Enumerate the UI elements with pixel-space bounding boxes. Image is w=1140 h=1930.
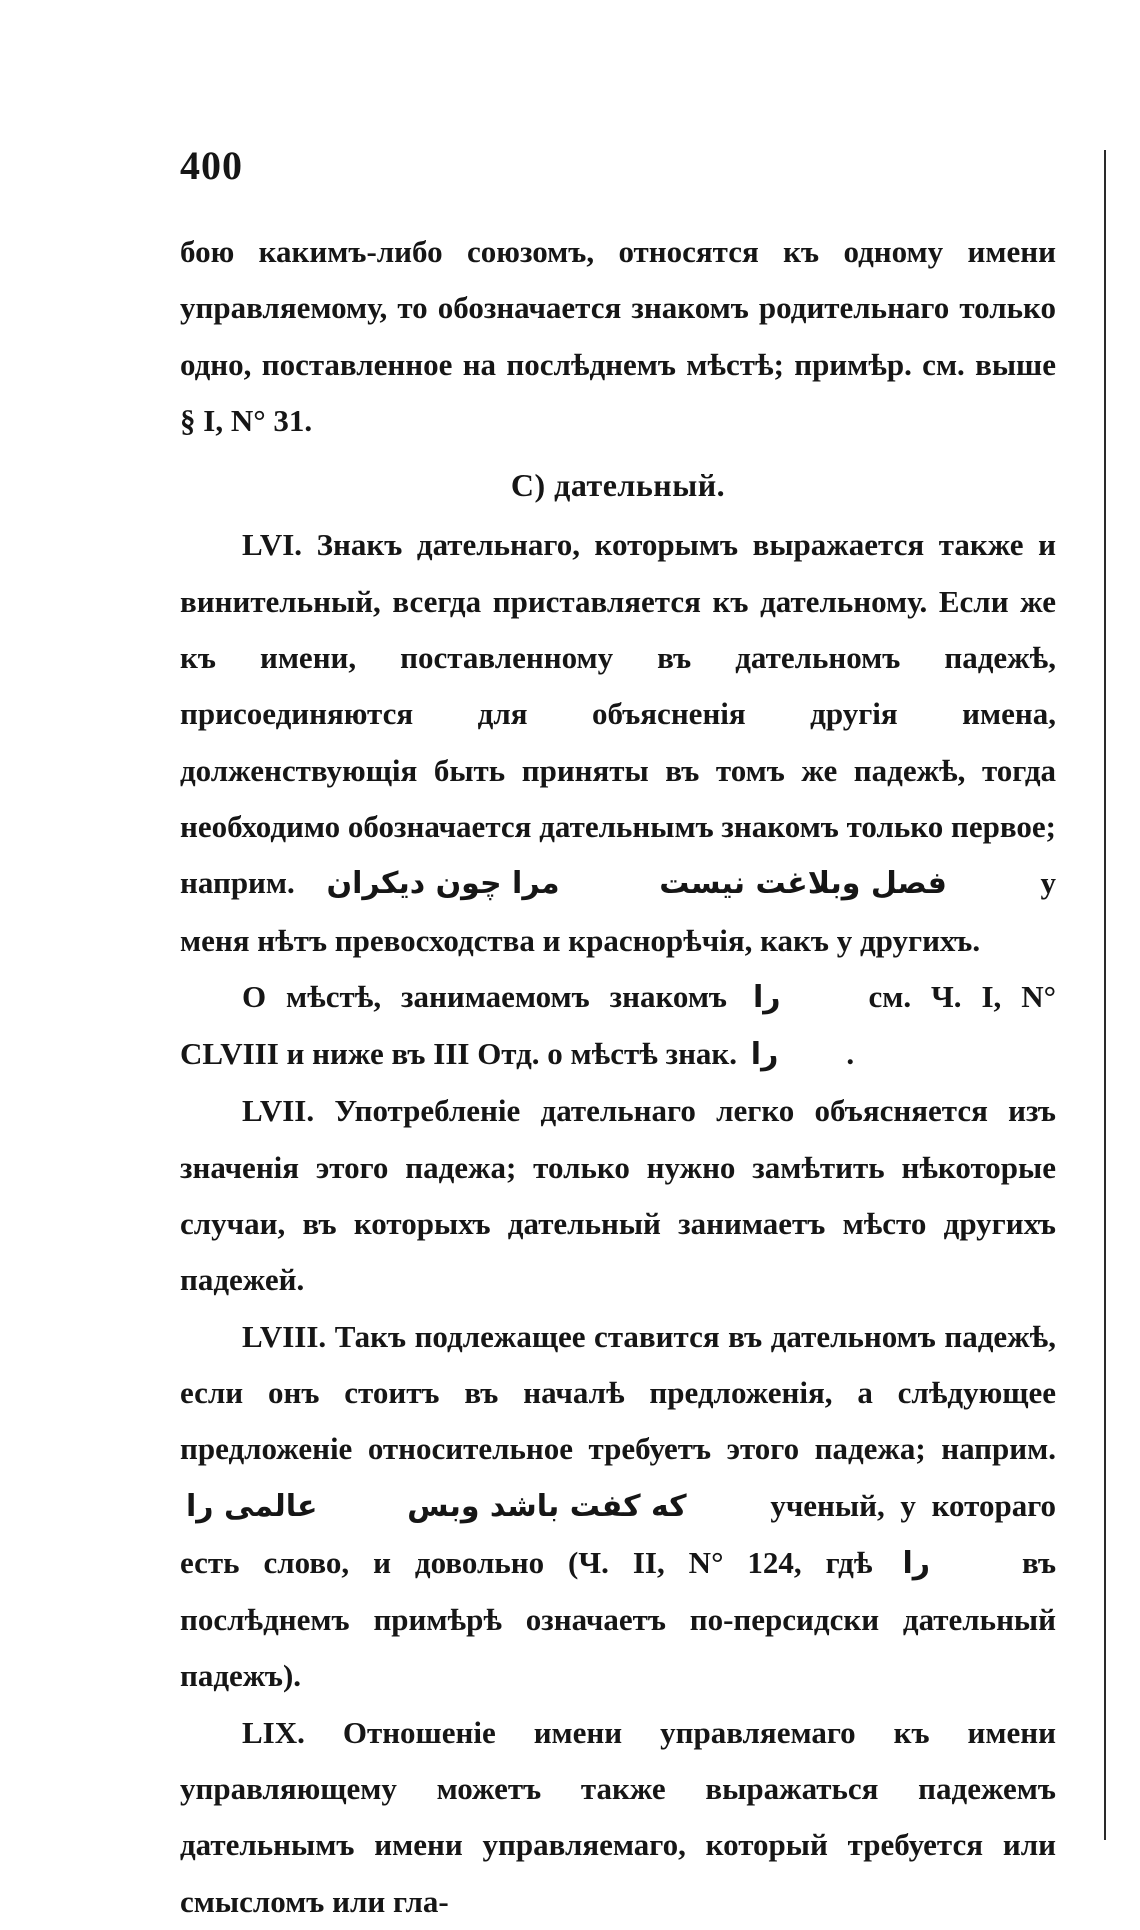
paragraph-lix — [180, 1705, 1056, 1930]
paragraph-label: LVI. — [242, 527, 303, 563]
arabic-example: را — [750, 1037, 779, 1073]
paragraph-lvii — [180, 1083, 1056, 1308]
paragraph-lvi — [180, 517, 1056, 968]
arabic-example: فصل وبلاغت نیست — [659, 866, 947, 902]
paragraph-text: Употребленіе дательнаго легко объясняется изъ значенія этого падежа; только нужно замѣтить нѣкоторые случаи, въ которыхъ дательный занимаетъ мѣсто другихъ падежей. — [180, 1093, 1057, 1298]
page-edge-rule — [1104, 150, 1106, 1840]
paragraph-continuation: бою какимъ-либо союзомъ, относятся къ одному имени управляемому, то обозначается знакомъ родительнаго только одно, поставленное на послѣднемъ мѣстѣ; примѣр. см. выше § I, N° 31. — [180, 234, 1056, 438]
arabic-example: مرا چون دیکران — [326, 866, 560, 902]
paragraph-label: LVIII. — [242, 1318, 327, 1354]
paragraph-label: LIX. — [242, 1714, 305, 1750]
paragraph-text: Такъ подлежащее ставится въ дательномъ падежѣ, если онъ стоитъ въ началѣ предложенія, а слѣдующее предложеніе относительное требуетъ этого падежа; наприм. — [180, 1318, 1057, 1467]
arabic-example: عالمی را — [186, 1488, 318, 1524]
arabic-example: را — [752, 979, 781, 1015]
section-heading: С) дательный. — [510, 467, 726, 504]
paragraph-lviii — [180, 1309, 1056, 1705]
paragraph-text: О мѣстѣ, занимаемомъ знакомъ — [242, 978, 728, 1014]
paragraph-text: ученый, у котораго есть слово, и довольно (Ч. II, N° 124, гдѣ — [180, 1487, 1057, 1580]
arabic-example: را — [902, 1545, 930, 1581]
paragraph-text: см. Ч. I, N° CLVIII и ниже въ III Отд. о мѣстѣ знак. — [180, 978, 1056, 1072]
paragraph-text: въ послѣднемъ примѣрѣ означаетъ по-персидски дательный падежъ). — [180, 1544, 1057, 1694]
paragraph-text: . — [846, 1036, 855, 1072]
paragraph-label: LVII. — [242, 1093, 315, 1129]
paragraph-text: Знакъ дательнаго, которымъ выражается также и винительный, всегда приставляется къ дательному. Если же къ имени, поставленному въ дательномъ падежѣ, присоединяются для объясненія другія имена, долженствующія быть приняты въ томъ же падежѣ, тогда необходимо обозначается дательнымъ знакомъ только первое; наприм. — [180, 527, 1056, 901]
paragraph-text: Отношеніе имени управляемаго къ имени управляющему можетъ также выражаться падежемъ дательнымъ имени управляемаго, который требуется или смысломъ или гла- — [180, 1714, 1056, 1919]
page-body — [180, 224, 1056, 1930]
arabic-example: که کفت باشد وبس — [407, 1488, 687, 1524]
paragraph-text: у меня нѣтъ превосходства и краснорѣчія, какъ у другихъ. — [180, 865, 1057, 958]
page-number: 400 — [180, 143, 243, 188]
paragraph-place-of-sign — [180, 969, 1056, 1084]
